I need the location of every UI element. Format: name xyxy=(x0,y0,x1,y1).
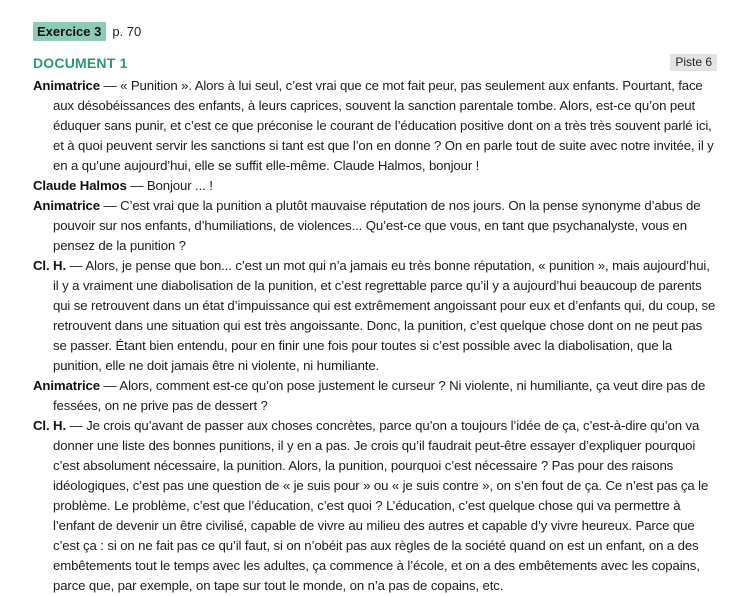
speaker-name: Animatrice xyxy=(33,378,100,393)
turn-text: — C’est vrai que la punition a plutôt mauvaise réputation de nos jours. On la pense synonyme d’abus de pouvoir sur nos enfants, d’humiliations, de violences... Qu’est-ce que vous, en tant que psychanalyste, vous en pensez de la punition ? xyxy=(53,198,701,253)
turn-text: — Alors, je pense que bon... c’est un mot qui n’a jamais eu très bonne réputation, « punition », mais aujourd’hui, il y a vraiment une diabolisation de la punition, et c’est regrettable parce qu’il y a aujourd’hui beaucoup de parents qui se retrouvent dans un état d’impuissance qui est extrêmement angoissant pour eux et d’enfants qui, du coup, se retrouvent dans une situation qui est très angoissante. Donc, la punition, c’est quelque chose dont on ne peut pas se passer. Étant bien entendu, pour en finir une fois pour toutes si c’est possible avec la diabolisation, que la punition, elle ne doit jamais être ni violente, ni humiliante. xyxy=(53,258,716,373)
turn-text: — Bonjour ... ! xyxy=(126,178,213,193)
transcript-turn xyxy=(33,256,717,376)
page-reference: p. 70 xyxy=(112,24,142,39)
transcript-turn xyxy=(33,376,717,416)
transcript-turn xyxy=(33,176,717,196)
transcript-turn xyxy=(33,76,717,176)
exercise-header xyxy=(33,22,141,41)
audio-track-badge: Piste 6 xyxy=(670,54,717,71)
document-title: DOCUMENT 1 xyxy=(33,55,128,71)
turn-text: — Je crois qu’avant de passer aux choses concrètes, parce qu’on a toujours l’idée de ça, c’est-à-dire qu’on va donner une liste des bonnes punitions, il y en a pas. Je crois qu’il faudrait peut-être essayer d’expliquer pourquoi c’est absolument nécessaire, la punition. Alors, la punition, pourquoi c’est nécessaire ? Pas pour des raisons idéologiques, c’est pas une question de « je suis pour » ou « je suis contre », on s’en fout de ça. Ce n’est pas ça le problème. Le problème, c’est que l’éducation, c’est quoi ? L’éducation, c’est quelque chose qui va permettre à l’enfant de devenir un être civilisé, capable de vivre au milieu des autres et capable d’y vivre heureux. Parce que c’est ça : si on ne fait pas ce qu’il faut, si on n’obéit pas aux règles de la société quand on est un enfant, on a des embêtements tout le temps avec les adultes, ça commence à l’école, et on a des embêtements avec les copains, parce que, par exemple, on tape sur tout le monde, on n’a pas de copains, etc. xyxy=(53,418,709,593)
speaker-name: Animatrice xyxy=(33,198,100,213)
transcript-turn xyxy=(33,416,717,596)
speaker-name: Cl. H. xyxy=(33,258,66,273)
exercise-badge: Exercice 3 xyxy=(33,22,106,41)
speaker-name: Animatrice xyxy=(33,78,100,93)
turn-text: — Alors, comment est-ce qu’on pose justement le curseur ? Ni violente, ni humiliante, ça veut dire pas de fessées, on ne prive pas de dessert ? xyxy=(53,378,706,413)
transcript-turn xyxy=(33,196,717,256)
transcript xyxy=(33,76,717,596)
speaker-name: Cl. H. xyxy=(33,418,66,433)
turn-text: — « Punition ». Alors à lui seul, c’est vrai que ce mot fait peur, pas seulement aux enfants. Pourtant, face aux désobéissances des enfants, à leurs caprices, souvent la sanction parentale tombe. Alors, est-ce qu’on peut éduquer sans punir, et c’est ce que préconise le courant de l’éducation positive dont on a très très souvent parlé ici, et à quoi peuvent servir les sanctions si tant est que l’on en donne ? On en parle tout de suite avec notre invitée, il y en a qu’une aujourd’hui, elle se suffit elle-même. Claude Halmos, bonjour ! xyxy=(53,78,714,173)
speaker-name: Claude Halmos xyxy=(33,178,127,193)
